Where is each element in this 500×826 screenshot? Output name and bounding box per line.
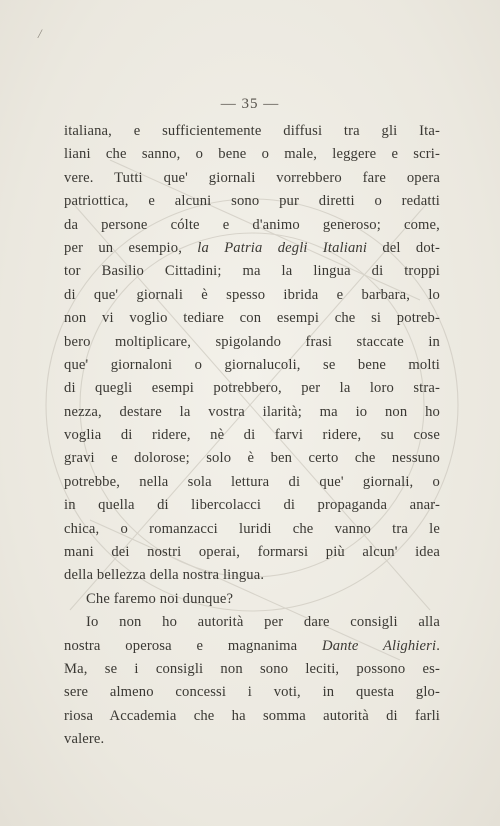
text-line: Che faremo noi dunque? xyxy=(86,590,234,607)
page-number: — 35 — xyxy=(220,96,280,112)
text-line: tor Basilio Cittadini; ma la lingua di troppi xyxy=(64,263,440,280)
italic-title: la Patria degli Italiani xyxy=(197,239,368,256)
text-line: bero moltiplicare, spigolando frasi staccate in xyxy=(64,333,440,350)
text-line: gravi e dolorose; solo è ben certo che nessuno xyxy=(64,450,440,467)
paragraphs-container xyxy=(64,120,440,752)
text-line: di quegli esempi potrebbero, per la loro stra- xyxy=(64,380,440,397)
text-line: sere almeno concessi i voti, in questa glo- xyxy=(64,684,440,701)
text-line: di que' giornali è spesso ibrida e barbara, lo xyxy=(64,286,440,303)
text-line: mani dei nostri operai, formarsi più alcun' idea xyxy=(64,544,440,561)
text-line: que' giornaloni o giornalucoli, se bene molti xyxy=(64,356,440,373)
text-line: della bellezza della nostra lingua. xyxy=(64,567,265,584)
text-segment: nostra operosa e magnanima xyxy=(64,637,323,654)
text-line: in quella di libercolacci di propaganda anar- xyxy=(64,497,440,514)
text-line: valere. xyxy=(64,731,105,748)
text-line: da persone cólte e d'animo generoso; come, xyxy=(64,216,440,233)
text-line: italiana, e sufficientemente diffusi tra gli Ita- xyxy=(64,123,440,139)
text-line: nezza, destare la vostra ilarità; ma io non ho xyxy=(64,403,440,420)
text-line: non vi voglio tediare con esempi che si potreb- xyxy=(64,310,440,327)
text-segment: del dot- xyxy=(367,239,441,256)
body-text xyxy=(64,120,440,752)
text-line: vere. Tutti que' giornali vorrebbero fare opera xyxy=(64,169,440,186)
text-segment: per un esempio, xyxy=(64,239,198,256)
italic-title: Dante Alighieri xyxy=(322,637,437,654)
text-line: Io non ho autorità per dare consigli alla xyxy=(86,614,440,631)
text-line: Ma, se i consigli non sono leciti, possono es- xyxy=(64,660,440,677)
text-line xyxy=(64,635,440,658)
text-line: liani che sanno, o bene o male, leggere e scri- xyxy=(64,146,440,163)
text-line: potrebbe, nella sola lettura di que' giornali, o xyxy=(64,473,440,490)
text-line: voglia di ridere, nè di farvi ridere, su cose xyxy=(64,427,440,444)
paragraph xyxy=(64,611,440,751)
text-segment: . xyxy=(436,637,440,654)
text-line: patriottica, e alcuni sono pur diretti o redatti xyxy=(64,193,440,210)
corner-pencil-mark: / xyxy=(38,26,42,41)
text-line xyxy=(64,237,440,260)
paragraph xyxy=(64,588,440,611)
paragraph xyxy=(64,120,440,588)
text-line: chica, o romanzacci luridi che vanno tra le xyxy=(64,520,440,537)
text-line: riosa Accademia che ha somma autorità di farli xyxy=(64,707,440,724)
